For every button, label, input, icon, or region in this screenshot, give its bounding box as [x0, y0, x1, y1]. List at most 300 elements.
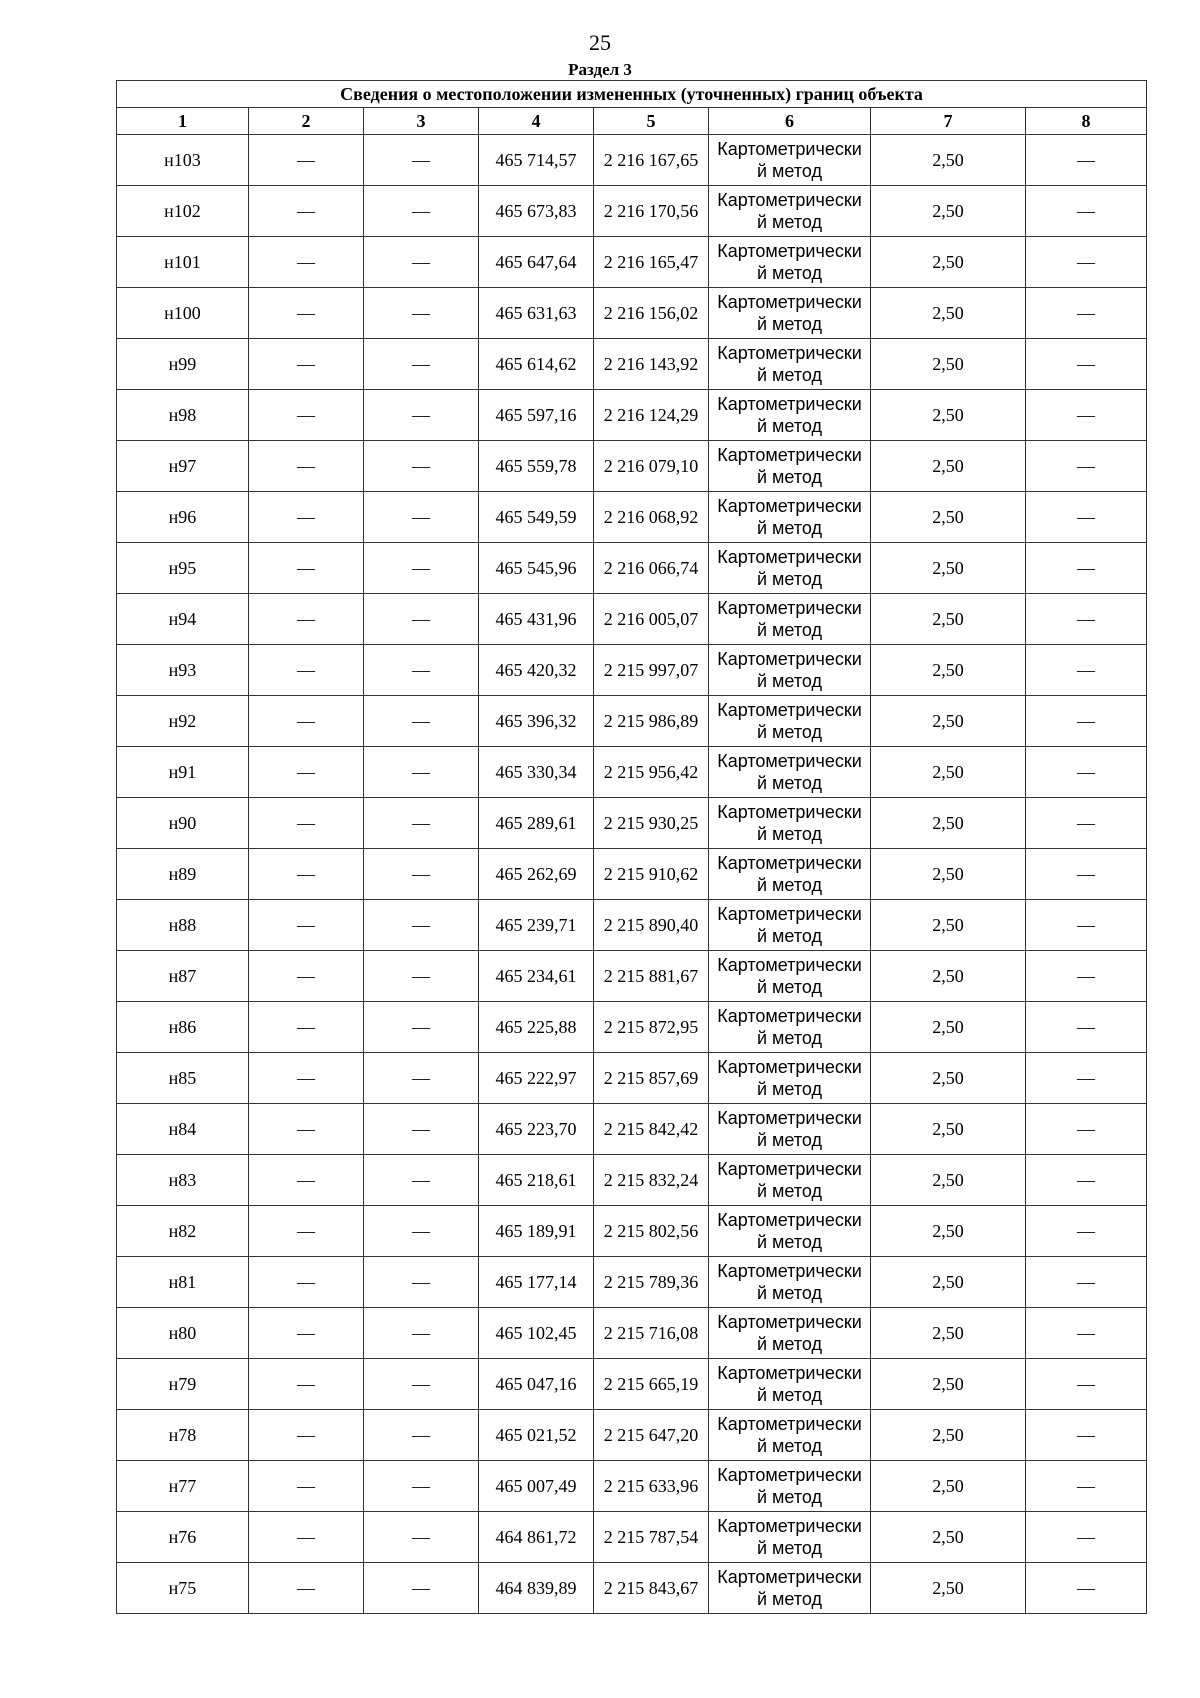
point-name-cell: н81 — [117, 1257, 249, 1308]
column-number-4: 4 — [479, 108, 594, 135]
column-2-cell: — — [249, 492, 364, 543]
column-8-cell: — — [1026, 1206, 1147, 1257]
method-cell — [709, 951, 871, 1002]
point-name-cell: н95 — [117, 543, 249, 594]
x-coordinate-cell: 465 431,96 — [479, 594, 594, 645]
column-3-cell: — — [364, 237, 479, 288]
column-number-8: 8 — [1026, 108, 1147, 135]
column-3-cell: — — [364, 1002, 479, 1053]
accuracy-cell: 2,50 — [871, 1308, 1026, 1359]
column-2-cell: — — [249, 594, 364, 645]
column-8-cell: — — [1026, 951, 1147, 1002]
column-3-cell: — — [364, 747, 479, 798]
method-cell — [709, 849, 871, 900]
x-coordinate-cell: 465 420,32 — [479, 645, 594, 696]
point-name-cell: н98 — [117, 390, 249, 441]
column-2-cell: — — [249, 1257, 364, 1308]
method-line-2: й метод — [756, 1079, 822, 1099]
x-coordinate-cell: 465 102,45 — [479, 1308, 594, 1359]
method-line-2: й метод — [756, 518, 822, 538]
column-3-cell: — — [364, 441, 479, 492]
method-cell — [709, 696, 871, 747]
method-cell — [709, 1257, 871, 1308]
column-3-cell: — — [364, 135, 479, 186]
method-line-2: й метод — [756, 722, 822, 742]
column-3-cell: — — [364, 1155, 479, 1206]
y-coordinate-cell: 2 215 832,24 — [594, 1155, 709, 1206]
column-3-cell: — — [364, 1461, 479, 1512]
column-2-cell: — — [249, 1410, 364, 1461]
column-2-cell: — — [249, 849, 364, 900]
column-2-cell: — — [249, 900, 364, 951]
y-coordinate-cell: 2 215 787,54 — [594, 1512, 709, 1563]
method-line-2: й метод — [756, 1181, 822, 1201]
method-line-2: й метод — [756, 365, 822, 385]
x-coordinate-cell: 465 234,61 — [479, 951, 594, 1002]
column-2-cell: — — [249, 1359, 364, 1410]
method-line-1: Картометрически — [717, 241, 862, 261]
x-coordinate-cell: 465 559,78 — [479, 441, 594, 492]
column-8-cell: — — [1026, 1563, 1147, 1614]
column-number-5: 5 — [594, 108, 709, 135]
method-cell — [709, 237, 871, 288]
y-coordinate-cell: 2 215 986,89 — [594, 696, 709, 747]
column-8-cell: — — [1026, 1512, 1147, 1563]
point-name-cell: н94 — [117, 594, 249, 645]
table-row — [117, 1563, 1147, 1614]
method-line-1: Картометрически — [717, 292, 862, 312]
table-row — [117, 1461, 1147, 1512]
method-line-1: Картометрически — [717, 547, 862, 567]
x-coordinate-cell: 465 330,34 — [479, 747, 594, 798]
column-8-cell: — — [1026, 1257, 1147, 1308]
point-name-cell: н84 — [117, 1104, 249, 1155]
y-coordinate-cell: 2 215 890,40 — [594, 900, 709, 951]
x-coordinate-cell: 465 631,63 — [479, 288, 594, 339]
column-3-cell: — — [364, 1563, 479, 1614]
point-name-cell: н91 — [117, 747, 249, 798]
x-coordinate-cell: 465 647,64 — [479, 237, 594, 288]
column-3-cell: — — [364, 696, 479, 747]
point-name-cell: н89 — [117, 849, 249, 900]
method-cell — [709, 135, 871, 186]
method-line-2: й метод — [756, 1538, 822, 1558]
accuracy-cell: 2,50 — [871, 1206, 1026, 1257]
accuracy-cell: 2,50 — [871, 594, 1026, 645]
accuracy-cell: 2,50 — [871, 1563, 1026, 1614]
column-8-cell: — — [1026, 339, 1147, 390]
point-name-cell: н78 — [117, 1410, 249, 1461]
column-8-cell: — — [1026, 441, 1147, 492]
method-cell — [709, 1308, 871, 1359]
y-coordinate-cell: 2 216 156,02 — [594, 288, 709, 339]
method-line-2: й метод — [756, 773, 822, 793]
table-row — [117, 339, 1147, 390]
method-line-1: Картометрически — [717, 1312, 862, 1332]
column-2-cell: — — [249, 288, 364, 339]
coordinates-table — [116, 80, 1147, 1614]
column-number-7: 7 — [871, 108, 1026, 135]
method-line-2: й метод — [756, 1589, 822, 1609]
method-line-1: Картометрически — [717, 1108, 862, 1128]
method-line-1: Картометрически — [717, 394, 862, 414]
y-coordinate-cell: 2 216 124,29 — [594, 390, 709, 441]
table-row — [117, 849, 1147, 900]
column-8-cell: — — [1026, 135, 1147, 186]
method-line-1: Картометрически — [717, 1159, 862, 1179]
method-line-1: Картометрически — [717, 1414, 862, 1434]
column-2-cell: — — [249, 339, 364, 390]
x-coordinate-cell: 464 861,72 — [479, 1512, 594, 1563]
method-cell — [709, 390, 871, 441]
y-coordinate-cell: 2 215 665,19 — [594, 1359, 709, 1410]
column-number-3: 3 — [364, 108, 479, 135]
point-name-cell: н86 — [117, 1002, 249, 1053]
y-coordinate-cell: 2 215 910,62 — [594, 849, 709, 900]
column-8-cell: — — [1026, 798, 1147, 849]
method-line-1: Картометрически — [717, 802, 862, 822]
method-line-2: й метод — [756, 1334, 822, 1354]
point-name-cell: н93 — [117, 645, 249, 696]
point-name-cell: н85 — [117, 1053, 249, 1104]
method-line-1: Картометрически — [717, 1057, 862, 1077]
method-line-2: й метод — [756, 161, 822, 181]
accuracy-cell: 2,50 — [871, 543, 1026, 594]
column-3-cell: — — [364, 288, 479, 339]
method-cell — [709, 339, 871, 390]
accuracy-cell: 2,50 — [871, 1002, 1026, 1053]
section-title: Раздел 3 — [568, 60, 632, 79]
column-2-cell: — — [249, 1308, 364, 1359]
x-coordinate-cell: 465 545,96 — [479, 543, 594, 594]
table-row — [117, 543, 1147, 594]
table-row — [117, 237, 1147, 288]
column-2-cell: — — [249, 1155, 364, 1206]
x-coordinate-cell: 464 839,89 — [479, 1563, 594, 1614]
y-coordinate-cell: 2 216 079,10 — [594, 441, 709, 492]
method-cell — [709, 1002, 871, 1053]
column-3-cell: — — [364, 186, 479, 237]
method-line-1: Картометрически — [717, 955, 862, 975]
accuracy-cell: 2,50 — [871, 390, 1026, 441]
method-line-2: й метод — [756, 416, 822, 436]
column-8-cell: — — [1026, 645, 1147, 696]
column-2-cell: — — [249, 1563, 364, 1614]
method-line-1: Картометрически — [717, 445, 862, 465]
point-name-cell: н87 — [117, 951, 249, 1002]
method-line-1: Картометрически — [717, 598, 862, 618]
y-coordinate-cell: 2 216 165,47 — [594, 237, 709, 288]
column-2-cell: — — [249, 798, 364, 849]
table-row — [117, 441, 1147, 492]
accuracy-cell: 2,50 — [871, 1104, 1026, 1155]
x-coordinate-cell: 465 007,49 — [479, 1461, 594, 1512]
accuracy-cell: 2,50 — [871, 492, 1026, 543]
method-line-2: й метод — [756, 1385, 822, 1405]
method-line-1: Картометрически — [717, 904, 862, 924]
column-3-cell: — — [364, 390, 479, 441]
table-row — [117, 492, 1147, 543]
point-name-cell: н75 — [117, 1563, 249, 1614]
column-3-cell: — — [364, 1104, 479, 1155]
method-line-1: Картометрически — [717, 190, 862, 210]
method-line-2: й метод — [756, 875, 822, 895]
column-3-cell: — — [364, 1512, 479, 1563]
x-coordinate-cell: 465 673,83 — [479, 186, 594, 237]
method-cell — [709, 1155, 871, 1206]
y-coordinate-cell: 2 216 143,92 — [594, 339, 709, 390]
column-8-cell: — — [1026, 186, 1147, 237]
column-2-cell: — — [249, 1512, 364, 1563]
accuracy-cell: 2,50 — [871, 1257, 1026, 1308]
method-line-2: й метод — [756, 263, 822, 283]
point-name-cell: н96 — [117, 492, 249, 543]
method-cell — [709, 288, 871, 339]
table-row — [117, 1053, 1147, 1104]
column-8-cell: — — [1026, 390, 1147, 441]
x-coordinate-cell: 465 047,16 — [479, 1359, 594, 1410]
method-cell — [709, 186, 871, 237]
method-line-1: Картометрически — [717, 343, 862, 363]
method-cell — [709, 1053, 871, 1104]
point-name-cell: н90 — [117, 798, 249, 849]
accuracy-cell: 2,50 — [871, 135, 1026, 186]
column-8-cell: — — [1026, 288, 1147, 339]
column-8-cell: — — [1026, 849, 1147, 900]
column-2-cell: — — [249, 696, 364, 747]
x-coordinate-cell: 465 262,69 — [479, 849, 594, 900]
column-8-cell: — — [1026, 237, 1147, 288]
column-8-cell: — — [1026, 747, 1147, 798]
method-line-1: Картометрически — [717, 1567, 862, 1587]
accuracy-cell: 2,50 — [871, 1053, 1026, 1104]
column-3-cell: — — [364, 798, 479, 849]
table-row — [117, 390, 1147, 441]
column-2-cell: — — [249, 441, 364, 492]
column-8-cell: — — [1026, 492, 1147, 543]
method-line-2: й метод — [756, 1028, 822, 1048]
column-3-cell: — — [364, 1206, 479, 1257]
accuracy-cell: 2,50 — [871, 441, 1026, 492]
accuracy-cell: 2,50 — [871, 798, 1026, 849]
column-2-cell: — — [249, 186, 364, 237]
x-coordinate-cell: 465 225,88 — [479, 1002, 594, 1053]
method-cell — [709, 1461, 871, 1512]
method-line-2: й метод — [756, 1232, 822, 1252]
method-cell — [709, 594, 871, 645]
method-line-2: й метод — [756, 671, 822, 691]
accuracy-cell: 2,50 — [871, 645, 1026, 696]
column-2-cell: — — [249, 747, 364, 798]
column-2-cell: — — [249, 1206, 364, 1257]
table-row — [117, 288, 1147, 339]
column-2-cell: — — [249, 390, 364, 441]
x-coordinate-cell: 465 396,32 — [479, 696, 594, 747]
column-3-cell: — — [364, 1410, 479, 1461]
column-8-cell: — — [1026, 594, 1147, 645]
method-line-1: Картометрически — [717, 496, 862, 516]
method-line-2: й метод — [756, 1283, 822, 1303]
table-row — [117, 1512, 1147, 1563]
x-coordinate-cell: 465 021,52 — [479, 1410, 594, 1461]
method-cell — [709, 900, 871, 951]
accuracy-cell: 2,50 — [871, 696, 1026, 747]
x-coordinate-cell: 465 597,16 — [479, 390, 594, 441]
y-coordinate-cell: 2 215 857,69 — [594, 1053, 709, 1104]
column-2-cell: — — [249, 135, 364, 186]
column-2-cell: — — [249, 237, 364, 288]
column-8-cell: — — [1026, 1359, 1147, 1410]
y-coordinate-cell: 2 215 997,07 — [594, 645, 709, 696]
x-coordinate-cell: 465 614,62 — [479, 339, 594, 390]
column-3-cell: — — [364, 849, 479, 900]
x-coordinate-cell: 465 239,71 — [479, 900, 594, 951]
table-row — [117, 1359, 1147, 1410]
method-line-2: й метод — [756, 467, 822, 487]
method-line-2: й метод — [756, 620, 822, 640]
method-line-1: Картометрически — [717, 1516, 862, 1536]
method-cell — [709, 1512, 871, 1563]
accuracy-cell: 2,50 — [871, 900, 1026, 951]
point-name-cell: н97 — [117, 441, 249, 492]
table-row — [117, 1257, 1147, 1308]
accuracy-cell: 2,50 — [871, 1461, 1026, 1512]
method-cell — [709, 1104, 871, 1155]
table-row — [117, 594, 1147, 645]
method-line-1: Картометрически — [717, 1006, 862, 1026]
point-name-cell: н80 — [117, 1308, 249, 1359]
table-row — [117, 1410, 1147, 1461]
x-coordinate-cell: 465 218,61 — [479, 1155, 594, 1206]
x-coordinate-cell: 465 223,70 — [479, 1104, 594, 1155]
column-8-cell: — — [1026, 1002, 1147, 1053]
column-2-cell: — — [249, 645, 364, 696]
x-coordinate-cell: 465 549,59 — [479, 492, 594, 543]
method-line-2: й метод — [756, 926, 822, 946]
method-line-2: й метод — [756, 1130, 822, 1150]
column-3-cell: — — [364, 594, 479, 645]
accuracy-cell: 2,50 — [871, 849, 1026, 900]
column-3-cell: — — [364, 339, 479, 390]
x-coordinate-cell: 465 189,91 — [479, 1206, 594, 1257]
point-name-cell: н103 — [117, 135, 249, 186]
column-8-cell: — — [1026, 696, 1147, 747]
method-line-1: Картометрически — [717, 1363, 862, 1383]
table-row — [117, 696, 1147, 747]
method-cell — [709, 798, 871, 849]
table-row — [117, 1206, 1147, 1257]
column-2-cell: — — [249, 1461, 364, 1512]
column-2-cell: — — [249, 1053, 364, 1104]
accuracy-cell: 2,50 — [871, 186, 1026, 237]
method-line-1: Картометрически — [717, 1261, 862, 1281]
table-row — [117, 135, 1147, 186]
point-name-cell: н77 — [117, 1461, 249, 1512]
method-line-2: й метод — [756, 569, 822, 589]
column-number-2: 2 — [249, 108, 364, 135]
point-name-cell: н99 — [117, 339, 249, 390]
point-name-cell: н76 — [117, 1512, 249, 1563]
y-coordinate-cell: 2 215 789,36 — [594, 1257, 709, 1308]
accuracy-cell: 2,50 — [871, 951, 1026, 1002]
column-3-cell: — — [364, 645, 479, 696]
x-coordinate-cell: 465 289,61 — [479, 798, 594, 849]
method-line-1: Картометрически — [717, 139, 862, 159]
table-row — [117, 1002, 1147, 1053]
method-line-2: й метод — [756, 977, 822, 997]
method-line-2: й метод — [756, 824, 822, 844]
method-line-2: й метод — [756, 212, 822, 232]
column-2-cell: — — [249, 951, 364, 1002]
method-line-1: Картометрически — [717, 1465, 862, 1485]
method-line-1: Картометрически — [717, 853, 862, 873]
method-line-1: Картометрически — [717, 1210, 862, 1230]
point-name-cell: н83 — [117, 1155, 249, 1206]
column-8-cell: — — [1026, 1155, 1147, 1206]
table-row — [117, 1104, 1147, 1155]
table-row — [117, 798, 1147, 849]
method-cell — [709, 1206, 871, 1257]
column-3-cell: — — [364, 1053, 479, 1104]
y-coordinate-cell: 2 215 881,67 — [594, 951, 709, 1002]
table-row — [117, 1155, 1147, 1206]
y-coordinate-cell: 2 215 872,95 — [594, 1002, 709, 1053]
table-body — [117, 135, 1147, 1614]
table-caption: Сведения о местоположении измененных (уточненных) границ объекта — [117, 81, 1147, 108]
accuracy-cell: 2,50 — [871, 1410, 1026, 1461]
y-coordinate-cell: 2 215 647,20 — [594, 1410, 709, 1461]
method-line-2: й метод — [756, 1436, 822, 1456]
accuracy-cell: 2,50 — [871, 288, 1026, 339]
column-2-cell: — — [249, 543, 364, 594]
method-line-1: Картометрически — [717, 700, 862, 720]
accuracy-cell: 2,50 — [871, 1155, 1026, 1206]
table-row — [117, 900, 1147, 951]
column-number-1: 1 — [117, 108, 249, 135]
method-cell — [709, 645, 871, 696]
column-8-cell: — — [1026, 1461, 1147, 1512]
table-row — [117, 951, 1147, 1002]
y-coordinate-cell: 2 216 066,74 — [594, 543, 709, 594]
column-3-cell: — — [364, 1257, 479, 1308]
point-name-cell: н101 — [117, 237, 249, 288]
column-8-cell: — — [1026, 1104, 1147, 1155]
column-number-6: 6 — [709, 108, 871, 135]
y-coordinate-cell: 2 216 005,07 — [594, 594, 709, 645]
table-row — [117, 186, 1147, 237]
y-coordinate-cell: 2 215 842,42 — [594, 1104, 709, 1155]
method-cell — [709, 747, 871, 798]
table-row — [117, 645, 1147, 696]
column-8-cell: — — [1026, 1308, 1147, 1359]
column-8-cell: — — [1026, 1410, 1147, 1461]
page-number: 25 — [589, 30, 611, 55]
point-name-cell: н102 — [117, 186, 249, 237]
column-2-cell: — — [249, 1104, 364, 1155]
point-name-cell: н79 — [117, 1359, 249, 1410]
column-3-cell: — — [364, 951, 479, 1002]
point-name-cell: н100 — [117, 288, 249, 339]
column-3-cell: — — [364, 492, 479, 543]
x-coordinate-cell: 465 714,57 — [479, 135, 594, 186]
y-coordinate-cell: 2 216 068,92 — [594, 492, 709, 543]
method-cell — [709, 441, 871, 492]
method-cell — [709, 1410, 871, 1461]
column-3-cell: — — [364, 543, 479, 594]
column-3-cell: — — [364, 900, 479, 951]
x-coordinate-cell: 465 222,97 — [479, 1053, 594, 1104]
column-3-cell: — — [364, 1308, 479, 1359]
